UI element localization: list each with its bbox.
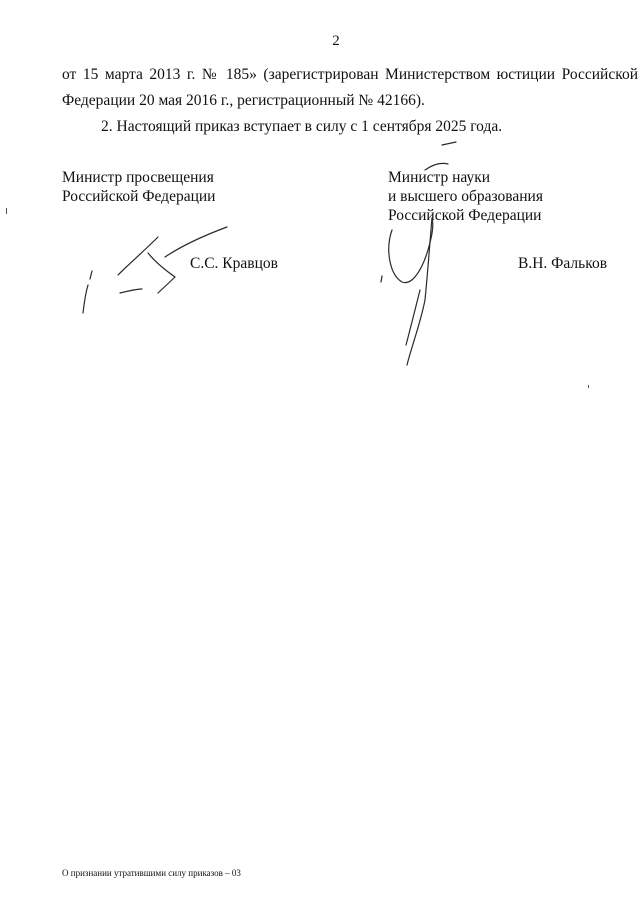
scan-mark xyxy=(6,208,7,214)
scan-mark xyxy=(588,385,589,388)
paragraph-line: Федерации 20 мая 2016 г., регистрационный № 42166). xyxy=(62,92,425,109)
title-line: и высшего образования xyxy=(388,188,543,205)
left-signatory-title xyxy=(62,168,215,206)
right-signature xyxy=(370,140,470,370)
left-signatory-name: С.С. Кравцов xyxy=(190,255,278,272)
title-line: Российской Федерации xyxy=(388,207,542,224)
paragraph-item-2: 2. Настоящий приказ вступает в силу с 1 сентября 2025 года. xyxy=(101,118,503,135)
paragraph-line: от 15 марта 2013 г. № 185» (зарегистрирован Министерством юстиции Российской xyxy=(62,66,638,83)
title-line: Российской Федерации xyxy=(62,188,216,205)
footer-note: О признании утратившими силу приказов – 03 xyxy=(62,868,241,878)
right-signatory-name: В.Н. Фальков xyxy=(518,255,608,272)
title-line: Министр науки xyxy=(388,169,491,186)
title-line: Министр просвещения xyxy=(62,169,214,186)
page-number: 2 xyxy=(332,33,340,49)
